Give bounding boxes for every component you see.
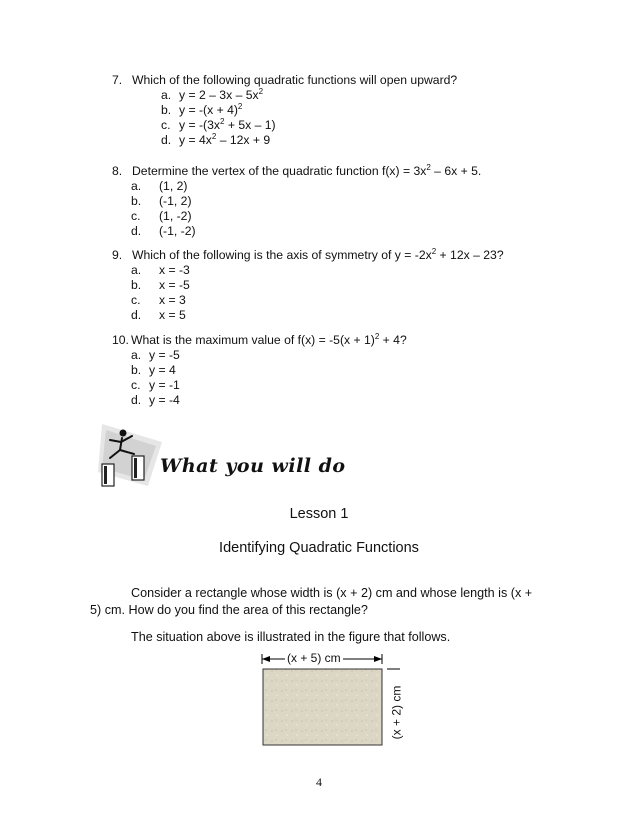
question-8-prompt bbox=[112, 164, 481, 179]
option-letter: c. bbox=[131, 378, 141, 392]
question-7-option-b bbox=[161, 103, 242, 118]
question-7-option-a bbox=[161, 88, 263, 103]
exponent: 2 bbox=[431, 247, 437, 256]
option-text: (1, -2) bbox=[159, 209, 192, 223]
jumping-figure-icon bbox=[96, 420, 166, 490]
option-text: – 12x + 9 bbox=[216, 133, 271, 147]
option-text: x = 5 bbox=[159, 308, 186, 322]
exponent: 2 bbox=[426, 163, 431, 172]
lesson-title: Identifying Quadratic Functions bbox=[219, 540, 419, 556]
question-text: + 12x – 23? bbox=[436, 248, 504, 262]
option-text: y = -4 bbox=[149, 393, 180, 407]
option-letter: d. bbox=[131, 308, 142, 322]
exponent: 2 bbox=[211, 132, 217, 141]
paragraph-line: 5) cm. How do you find the area of this rectangle? bbox=[90, 603, 368, 617]
option-letter: d. bbox=[161, 133, 172, 147]
option-letter: b. bbox=[131, 278, 142, 292]
option-letter: c. bbox=[161, 118, 171, 132]
question-9-option-a bbox=[131, 263, 190, 278]
question-8-option-c bbox=[131, 209, 192, 224]
option-letter: b. bbox=[161, 103, 172, 117]
question-10-option-b bbox=[131, 363, 176, 378]
option-text: (1, 2) bbox=[159, 179, 188, 193]
option-text: y = 2 – 3x – 5x bbox=[179, 88, 259, 102]
question-9-prompt bbox=[112, 248, 504, 263]
option-letter: d. bbox=[131, 393, 142, 407]
option-letter: a. bbox=[161, 88, 172, 102]
arrow-right-icon bbox=[374, 656, 382, 662]
paragraph-line: The situation above is illustrated in the figure that follows. bbox=[131, 630, 451, 644]
option-letter: b. bbox=[131, 194, 142, 208]
exponent: 2 bbox=[258, 87, 264, 96]
question-text: Determine the vertex of the quadratic function f(x) = 3x bbox=[132, 164, 427, 178]
option-letter: c. bbox=[131, 209, 141, 223]
exponent: 2 bbox=[237, 102, 243, 111]
arrow-left-icon bbox=[262, 656, 270, 662]
option-letter: c. bbox=[131, 293, 141, 307]
option-letter: a. bbox=[131, 179, 142, 193]
option-letter: a. bbox=[131, 263, 142, 277]
question-10-option-d bbox=[131, 393, 180, 408]
width-label: (x + 2) cm bbox=[389, 685, 404, 740]
question-10-option-c bbox=[131, 378, 180, 393]
page-number: 4 bbox=[316, 775, 322, 789]
question-number: 10. bbox=[112, 333, 129, 347]
question-text: Which of the following is the axis of symmetry of y = -2x bbox=[132, 248, 432, 262]
exponent: 2 bbox=[219, 117, 225, 126]
question-number: 8. bbox=[112, 164, 123, 178]
section-heading: What you will do bbox=[160, 455, 346, 477]
question-9-option-d bbox=[131, 308, 186, 323]
option-text: y = -(x + 4) bbox=[179, 103, 238, 117]
question-text: – 6x + 5. bbox=[430, 164, 482, 178]
question-10-prompt bbox=[112, 333, 407, 348]
option-text: y = -1 bbox=[149, 378, 180, 392]
question-text: + 4? bbox=[379, 333, 407, 347]
paragraph-line: Consider a rectangle whose width is (x + 2) cm and whose length is (x + bbox=[131, 586, 533, 600]
question-number: 9. bbox=[112, 248, 123, 262]
option-text: y = -5 bbox=[149, 348, 180, 362]
exponent: 2 bbox=[374, 332, 380, 341]
length-label: (x + 5) cm bbox=[287, 651, 341, 665]
rectangle-shape bbox=[263, 669, 382, 745]
lesson-label: Lesson 1 bbox=[289, 506, 349, 522]
option-text: x = 3 bbox=[159, 293, 186, 307]
option-text: (-1, -2) bbox=[159, 224, 196, 238]
option-text: y = 4 bbox=[149, 363, 176, 377]
question-8-option-a bbox=[131, 179, 187, 194]
question-number: 7. bbox=[112, 73, 123, 87]
question-7-option-d bbox=[161, 133, 270, 148]
question-7-prompt bbox=[112, 73, 457, 88]
option-text: y = 4x bbox=[179, 133, 212, 147]
question-7-option-c bbox=[161, 118, 276, 133]
question-9-option-b bbox=[131, 278, 190, 293]
option-text: y = -(3x bbox=[179, 118, 220, 132]
option-text: + 5x – 1) bbox=[224, 118, 276, 132]
question-10-option-a bbox=[131, 348, 180, 363]
question-9-option-c bbox=[131, 293, 186, 308]
option-text: x = -3 bbox=[159, 263, 190, 277]
question-8-option-d bbox=[131, 224, 196, 239]
option-letter: b. bbox=[131, 363, 142, 377]
question-8-option-b bbox=[131, 194, 192, 209]
question-text: What is the maximum value of f(x) = -5(x + 1) bbox=[131, 333, 375, 347]
option-letter: d. bbox=[131, 224, 142, 238]
question-text: Which of the following quadratic functions will open upward? bbox=[132, 73, 458, 87]
option-letter: a. bbox=[131, 348, 142, 362]
option-text: (-1, 2) bbox=[159, 194, 192, 208]
option-text: x = -5 bbox=[159, 278, 190, 292]
